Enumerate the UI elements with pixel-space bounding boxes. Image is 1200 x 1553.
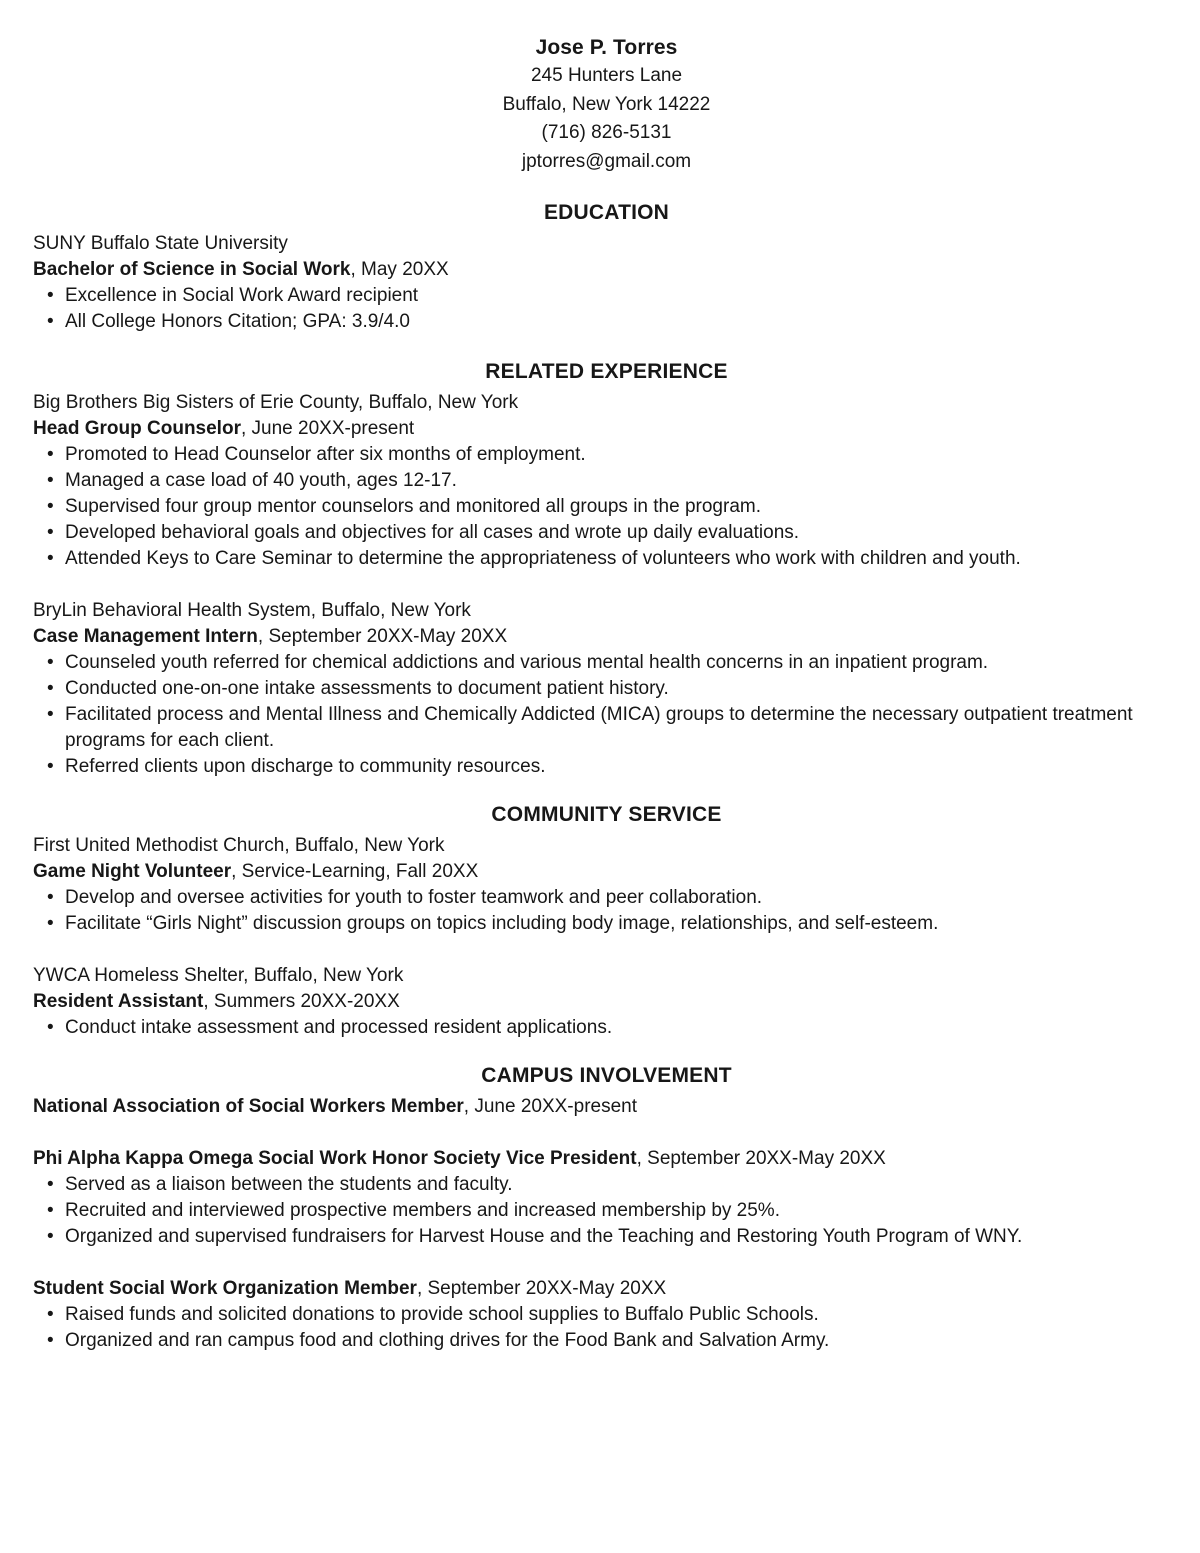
campus-involvement-entry-nasw <box>33 1094 1180 1120</box>
job-dates: , September 20XX-May 20XX <box>257 626 508 647</box>
campus-involvement-bullet-list <box>33 1302 1180 1354</box>
education-bullet-list <box>33 283 1180 335</box>
list-item: • Conduct intake assessment and processed resident applications. <box>33 1015 1180 1041</box>
list-item: • Promoted to Head Counselor after six months of employment. <box>33 442 1180 468</box>
experience-bullet-list <box>33 442 1180 572</box>
organization-name: YWCA Homeless Shelter, Buffalo, New York <box>33 965 404 986</box>
community-service-bullet-list <box>33 1015 1180 1041</box>
list-item: • Attended Keys to Care Seminar to determine the appropriateness of volunteers who work with children and youth. <box>33 546 1180 572</box>
list-item: • Facilitate “Girls Night” discussion groups on topics including body image, relationships, and self-esteem. <box>33 911 1180 937</box>
job-title-line <box>33 416 1180 442</box>
education-degree-line <box>33 257 1180 283</box>
list-item: • Referred clients upon discharge to community resources. <box>33 754 1180 780</box>
list-item: • Organized and ran campus food and clothing drives for the Food Bank and Salvation Army. <box>33 1328 1180 1354</box>
job-title: Case Management Intern <box>33 626 258 647</box>
list-item: • Supervised four group mentor counselors and monitored all groups in the program. <box>33 494 1180 520</box>
organization-name: First United Methodist Church, Buffalo, New York <box>33 835 445 856</box>
job-title: Head Group Counselor <box>33 418 241 439</box>
list-item: • Developed behavioral goals and objectives for all cases and wrote up daily evaluations. <box>33 520 1180 546</box>
candidate-city-state-zip: Buffalo, New York 14222 <box>502 93 711 115</box>
community-service-bullet-list <box>33 885 1180 937</box>
membership-dates: , June 20XX-present <box>463 1096 637 1117</box>
section-heading-education: EDUCATION <box>543 201 670 224</box>
list-item: • All College Honors Citation; GPA: 3.9/4.0 <box>33 309 1180 335</box>
membership-title-line <box>33 1146 1180 1172</box>
section-heading-community-service: COMMUNITY SERVICE <box>491 803 722 826</box>
resume-header <box>33 33 1180 176</box>
candidate-email: jptorres@gmail.com <box>521 150 692 172</box>
education-school: SUNY Buffalo State University <box>33 233 288 254</box>
resume-content <box>33 33 1180 1354</box>
role-dates: , Service-Learning, Fall 20XX <box>231 861 479 882</box>
education-degree: Bachelor of Science in Social Work <box>33 259 351 280</box>
job-title-line <box>33 624 1180 650</box>
section-heading-related-experience: RELATED EXPERIENCE <box>485 360 728 383</box>
community-service-entry-first-united-methodist-church <box>33 833 1180 937</box>
employer-name: BryLin Behavioral Health System, Buffalo, New York <box>33 600 471 621</box>
community-service-entry-ywca <box>33 963 1180 1041</box>
membership-dates: , September 20XX-May 20XX <box>636 1148 886 1169</box>
role-title-line <box>33 859 1180 885</box>
experience-entry-big-brothers-big-sisters <box>33 390 1180 572</box>
campus-involvement-entry-student-social-work-organization <box>33 1276 1180 1354</box>
employer-name: Big Brothers Big Sisters of Erie County, Buffalo, New York <box>33 392 519 413</box>
list-item: • Counseled youth referred for chemical addictions and various mental health concerns in an inpatient program. <box>33 650 1180 676</box>
list-item: • Facilitated process and Mental Illness and Chemically Addicted (MICA) groups to determine the necessary outpatient treatment programs for each client. <box>33 702 1180 754</box>
membership-title: Student Social Work Organization Member <box>33 1278 417 1299</box>
list-item: • Organized and supervised fundraisers for Harvest House and the Teaching and Restoring Youth Program of WNY. <box>33 1224 1180 1250</box>
experience-bullet-list <box>33 650 1180 780</box>
role-dates: , Summers 20XX-20XX <box>203 991 400 1012</box>
membership-title-line <box>33 1276 1180 1302</box>
membership-title: Phi Alpha Kappa Omega Social Work Honor Society Vice President <box>33 1148 637 1169</box>
list-item: • Develop and oversee activities for youth to foster teamwork and peer collaboration. <box>33 885 1180 911</box>
list-item: • Served as a liaison between the students and faculty. <box>33 1172 1180 1198</box>
list-item: • Excellence in Social Work Award recipient <box>33 283 1180 309</box>
candidate-phone: (716) 826-5131 <box>541 122 672 143</box>
role-title-line <box>33 989 1180 1015</box>
list-item: • Conducted one-on-one intake assessments to document patient history. <box>33 676 1180 702</box>
role-title: Game Night Volunteer <box>33 861 232 882</box>
list-item: • Managed a case load of 40 youth, ages 12-17. <box>33 468 1180 494</box>
experience-entry-brylin <box>33 598 1180 780</box>
candidate-name: Jose P. Torres <box>535 36 678 59</box>
membership-dates: , September 20XX-May 20XX <box>416 1278 667 1299</box>
candidate-street-address: 245 Hunters Lane <box>530 65 683 86</box>
list-item: • Recruited and interviewed prospective members and increased membership by 25%. <box>33 1198 1180 1224</box>
role-title: Resident Assistant <box>33 991 204 1012</box>
education-degree-date: , May 20XX <box>350 259 449 280</box>
education-entry <box>33 231 1180 335</box>
membership-title: National Association of Social Workers Member <box>33 1096 464 1117</box>
campus-involvement-bullet-list <box>33 1172 1180 1250</box>
list-item: • Raised funds and solicited donations to provide school supplies to Buffalo Public Schools. <box>33 1302 1180 1328</box>
membership-title-line <box>33 1094 1180 1120</box>
section-heading-campus-involvement: CAMPUS INVOLVEMENT <box>481 1064 732 1087</box>
campus-involvement-entry-phi-alpha-kappa-omega <box>33 1146 1180 1250</box>
job-dates: , June 20XX-present <box>240 418 415 439</box>
